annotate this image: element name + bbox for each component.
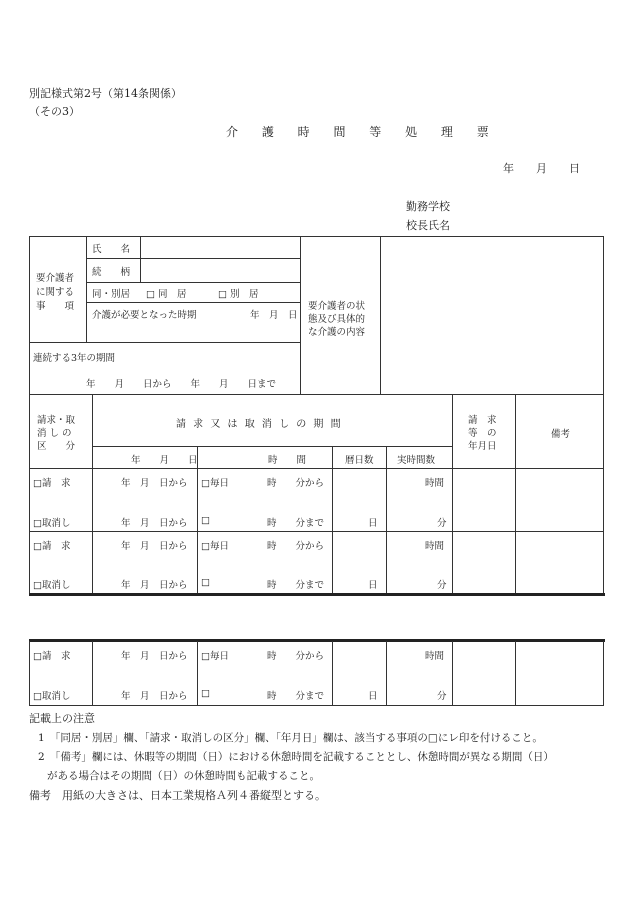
request-checkbox[interactable]: □請 求 xyxy=(33,541,71,552)
from-date[interactable]: 年 月 日から xyxy=(121,691,188,702)
period-label: 連続する3年の期間 xyxy=(33,353,116,364)
relation-field[interactable] xyxy=(143,261,297,279)
from-date[interactable]: 年 月 日から xyxy=(121,541,188,552)
section-label: に関する xyxy=(36,287,75,298)
box-checkbox[interactable]: □ xyxy=(201,688,210,699)
day-unit: 日 xyxy=(368,518,378,529)
day-unit: 日 xyxy=(368,691,378,702)
form-number: 別記様式第2号（第14条関係） xyxy=(29,87,182,100)
hour-unit: 時間 xyxy=(425,651,445,662)
kubun-header: 消 し の xyxy=(37,428,72,439)
notes-heading: 記載上の注意 xyxy=(29,712,95,725)
date-header: 等 の xyxy=(468,428,497,439)
minute-unit: 分 xyxy=(437,580,447,591)
principal-label: 校長氏名 xyxy=(406,219,450,232)
period-field[interactable]: 年 月 日から 年 月 日まで xyxy=(86,379,277,390)
ymd-header: 年 月 日 xyxy=(131,455,198,466)
cancel-checkbox[interactable]: □取消し xyxy=(33,518,71,529)
cancel-checkbox[interactable]: □取消し xyxy=(33,691,71,702)
time-header: 時 間 xyxy=(268,455,307,466)
everyday-checkbox[interactable]: □毎日 xyxy=(201,541,229,552)
days-header: 暦日数 xyxy=(345,455,374,466)
kubun-header: 請求・取 xyxy=(37,415,76,426)
everyday-checkbox[interactable]: □毎日 xyxy=(201,651,229,662)
page-title: 介 護 時 間 等 処 理 票 xyxy=(226,125,499,139)
hours-header: 実時間数 xyxy=(397,455,436,466)
from-time[interactable]: 時 分から xyxy=(267,651,325,662)
date-header: 年月日 xyxy=(468,441,497,452)
minute-unit: 分 xyxy=(437,518,447,529)
condition-label: な介護の内容 xyxy=(308,327,366,338)
need-time-field[interactable]: 年 月 日 xyxy=(250,310,298,321)
name-label: 氏 名 xyxy=(92,244,131,255)
to-time[interactable]: 時 分まで xyxy=(267,691,325,702)
hour-unit: 時間 xyxy=(425,478,445,489)
day-unit: 日 xyxy=(368,580,378,591)
school-label: 勤務学校 xyxy=(406,200,450,213)
condition-field[interactable] xyxy=(383,240,601,390)
to-time[interactable]: 時 分まで xyxy=(267,580,325,591)
from-time[interactable]: 時 分から xyxy=(267,478,325,489)
period-header: 請 求 又 は 取 消 し の 期 間 xyxy=(176,419,343,430)
note-item: 1 「同居・別居」欄、「請求・取消しの区分」欄、「年月日」欄は、該当する事項の□にレ印を付けること。 xyxy=(38,732,543,744)
minute-unit: 分 xyxy=(437,691,447,702)
box-checkbox[interactable]: □ xyxy=(201,577,210,588)
section-label: 要介護者 xyxy=(36,273,75,284)
request-checkbox[interactable]: □請 求 xyxy=(33,651,71,662)
cancel-checkbox[interactable]: □取消し xyxy=(33,580,71,591)
name-field[interactable] xyxy=(143,240,297,256)
from-time[interactable]: 時 分から xyxy=(267,541,325,552)
remark-text: 備考 用紙の大きさは、日本工業規格Ａ列４番縦型とする。 xyxy=(29,789,326,802)
cohabit-checkbox[interactable]: □ 同 居 xyxy=(146,289,187,300)
from-date[interactable]: 年 月 日から xyxy=(121,518,188,529)
hour-unit: 時間 xyxy=(425,541,445,552)
separate-checkbox[interactable]: □ 別 居 xyxy=(218,289,259,300)
everyday-checkbox[interactable]: □毎日 xyxy=(201,478,229,489)
date-header: 請 求 xyxy=(468,415,497,426)
request-checkbox[interactable]: □請 求 xyxy=(33,478,71,489)
from-date[interactable]: 年 月 日から xyxy=(121,580,188,591)
from-date[interactable]: 年 月 日から xyxy=(121,651,188,662)
condition-label: 態及び具体的 xyxy=(308,314,366,325)
cohabit-label: 同・別居 xyxy=(92,289,131,300)
from-date[interactable]: 年 月 日から xyxy=(121,478,188,489)
remarks-header: 備考 xyxy=(551,429,571,440)
relation-label: 続 柄 xyxy=(92,267,131,278)
date-field[interactable]: 年 月 日 xyxy=(503,162,580,175)
form-subnumber: （その3） xyxy=(29,105,80,118)
box-checkbox[interactable]: □ xyxy=(201,515,210,526)
note-item: がある場合はその期間（日）の休憩時間も記載すること。 xyxy=(47,770,320,782)
condition-label: 要介護者の状 xyxy=(308,301,366,312)
kubun-header: 区 分 xyxy=(37,441,76,452)
to-time[interactable]: 時 分まで xyxy=(267,518,325,529)
note-item: 2 「備考」欄には、休暇等の期間（日）における休憩時間を記載することとし、休憩時間が異なる期間（日） xyxy=(38,751,554,763)
need-time-label: 介護が必要となった時期 xyxy=(92,310,197,321)
section-label: 事 項 xyxy=(36,301,75,312)
